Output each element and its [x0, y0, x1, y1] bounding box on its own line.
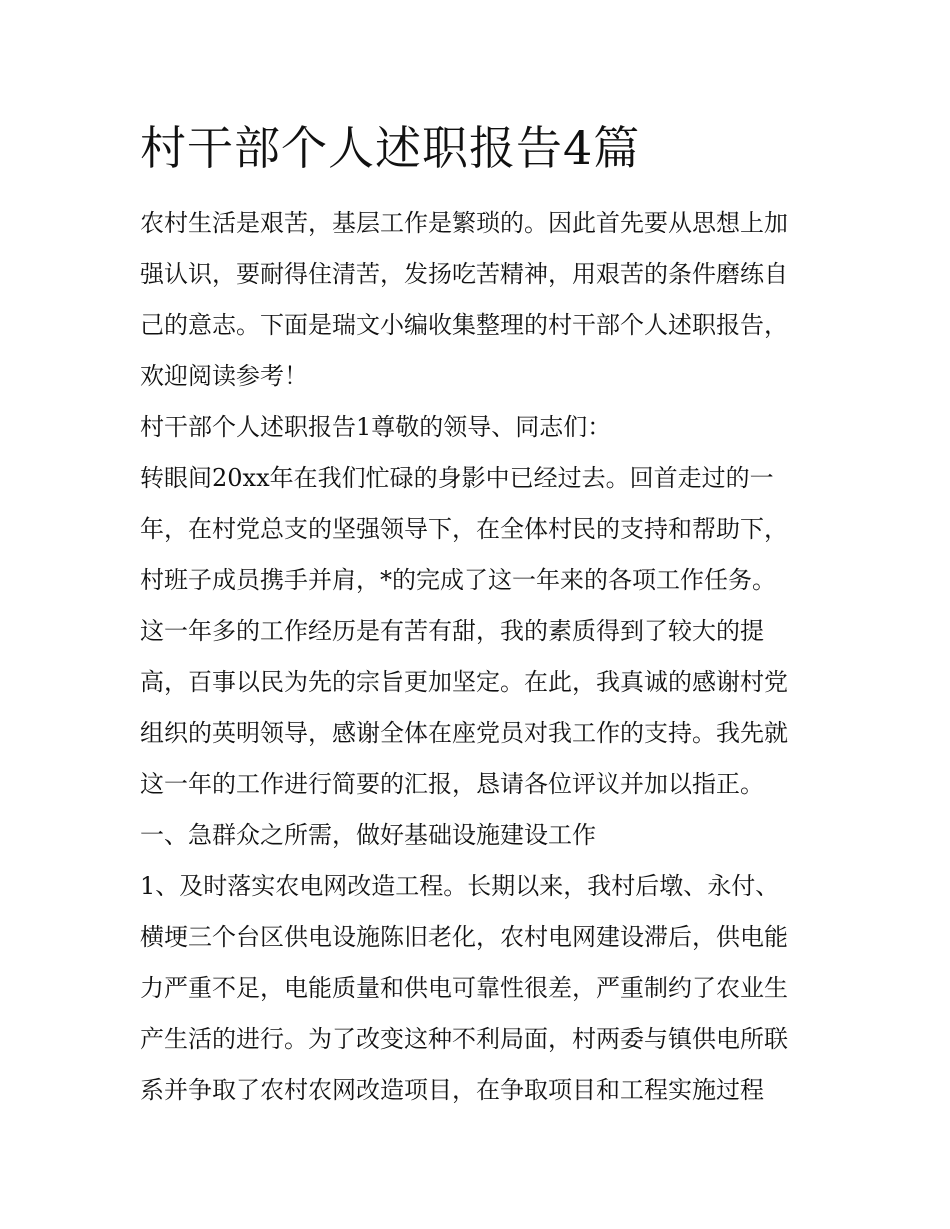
text-line: 年，在村党总支的坚强领导下，在全体村民的支持和帮助下， — [140, 515, 788, 543]
text-line: 农村生活是艰苦，基层工作是繁琐的。因此首先要从思想上加 — [140, 209, 788, 237]
text-line: 强认识，要耐得住清苦，发扬吃苦精神，用艰苦的条件磨练自 — [140, 260, 788, 288]
text-line: 欢迎阅读参考！ — [140, 362, 308, 390]
text-line: 村班子成员携手并肩，*的完成了这一年来的各项工作任务。 — [140, 566, 776, 594]
document-title: 村干部个人述职报告4篇 — [140, 121, 641, 175]
text-line: 产生活的进行。为了改变这种不利局面，村两委与镇供电所联 — [140, 1025, 788, 1053]
text-line: 1、及时落实农电网改造工程。长期以来，我村后墩、永付、 — [140, 872, 780, 900]
document-body — [140, 198, 820, 1116]
text-line: 村干部个人述职报告1尊敬的领导、同志们： — [140, 413, 612, 441]
text-line: 系并争取了农村农网改造项目，在争取项目和工程实施过程 — [140, 1076, 764, 1104]
text-line: 横埂三个台区供电设施陈旧老化，农村电网建设滞后，供电能 — [140, 923, 788, 951]
text-line: 高，百事以民为先的宗旨更加坚定。在此，我真诚的感谢村党 — [140, 668, 788, 696]
text-line: 这一年多的工作经历是有苦有甜，我的素质得到了较大的提 — [140, 617, 764, 645]
section-heading: 一、急群众之所需，做好基础设施建设工作 — [140, 821, 596, 849]
text-line: 组织的英明领导，感谢全体在座党员对我工作的支持。我先就 — [140, 719, 788, 747]
text-line: 力严重不足，电能质量和供电可靠性很差，严重制约了农业生 — [140, 974, 788, 1002]
text-line: 这一年的工作进行简要的汇报，恳请各位评议并加以指正。 — [140, 770, 764, 798]
text-line: 己的意志。下面是瑞文小编收集整理的村干部个人述职报告， — [140, 311, 788, 339]
text-line: 转眼间20xx年在我们忙碌的身影中已经过去。回首走过的一 — [140, 464, 774, 492]
